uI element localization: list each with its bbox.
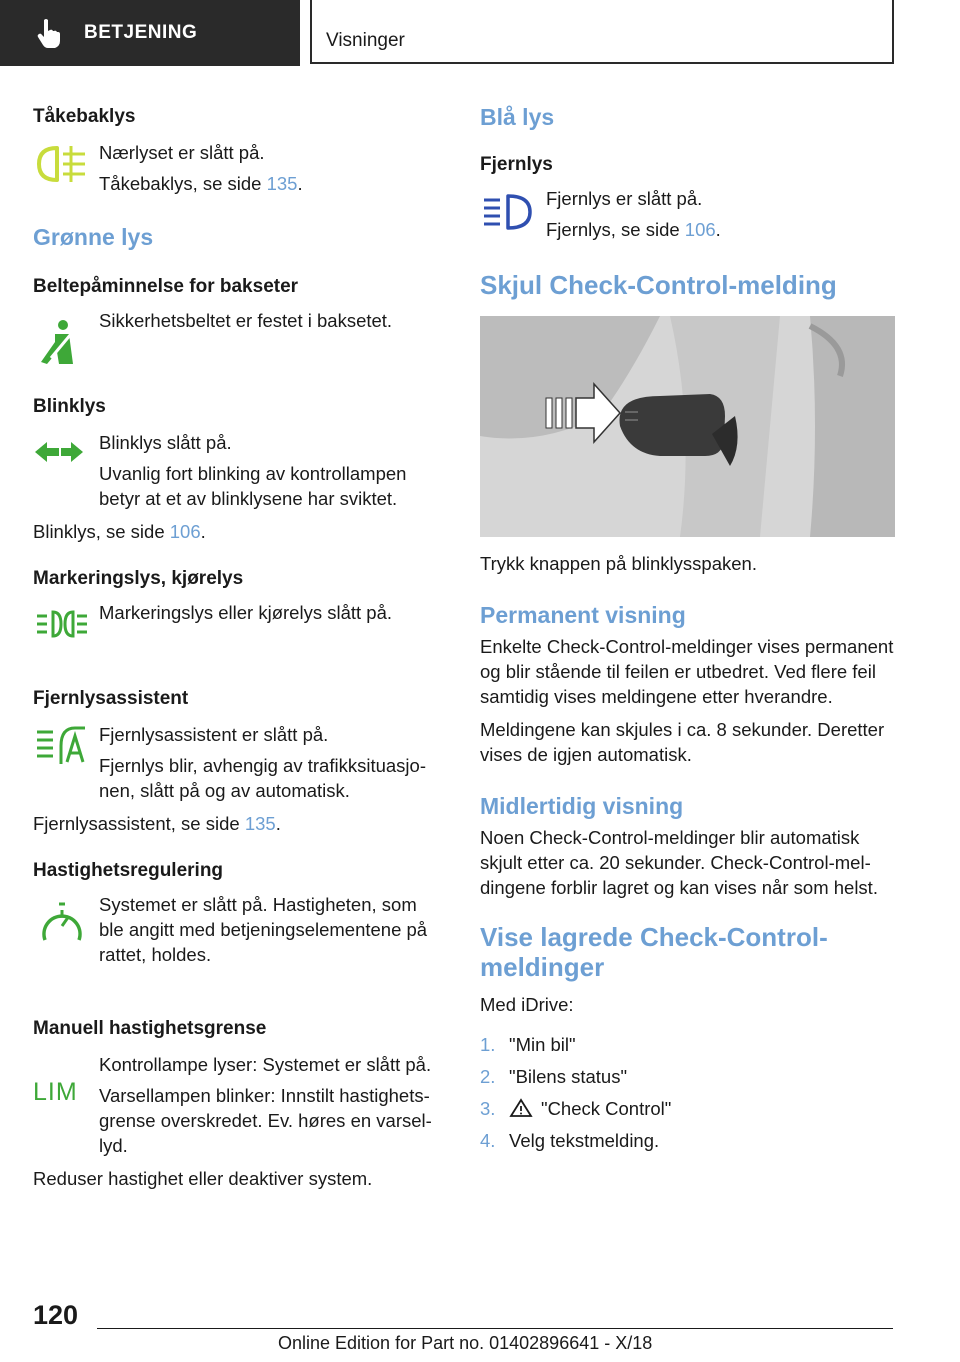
page-link[interactable]: 106 bbox=[684, 219, 716, 240]
high-beam-assistant-icon bbox=[33, 722, 91, 772]
page-link[interactable]: 135 bbox=[244, 813, 276, 834]
chapter-label: BETJENING bbox=[84, 22, 198, 43]
fjernlys-heading: Fjernlys bbox=[480, 154, 553, 175]
takebaklys-heading: Tåkebaklys bbox=[33, 106, 136, 127]
takebaklys-entry bbox=[33, 140, 443, 204]
permanent-p2: Meldingene kan skjules i ca. 8 sekunder. Deretter vises de igjen automatisk. bbox=[480, 719, 885, 765]
footer-edition: Online Edition for Part no. 01402896641 - X/18 bbox=[278, 1333, 653, 1353]
seatbelt-icon bbox=[33, 318, 91, 368]
section-header bbox=[310, 0, 894, 64]
fjernlysassistent-desc: Fjernlysassistent er slått på. bbox=[99, 724, 329, 745]
manuell-hint: Reduser hastighet eller deaktiver system. bbox=[33, 1168, 373, 1189]
hastighet-entry bbox=[33, 892, 443, 1002]
fjernlysassistent-detail: Fjernlys blir, avhengig av trafikksituasjonen, slått på og av automatisk. bbox=[99, 755, 426, 801]
cruise-control-icon bbox=[33, 900, 91, 950]
list-item: 2. "Bilens status" bbox=[480, 1066, 628, 1087]
manuell-desc: Kontrollampe lyser: Systemet er slått på. bbox=[99, 1054, 432, 1075]
left-column bbox=[33, 100, 443, 1191]
blinklys-entry bbox=[33, 430, 443, 511]
section-label: Visninger bbox=[326, 30, 405, 51]
manuell-heading: Manuell hastighetsgrense bbox=[33, 1018, 267, 1039]
blinklys-ref: Blinklys, se side 106. bbox=[33, 521, 206, 542]
fjernlys-entry bbox=[480, 186, 898, 250]
page-link[interactable]: 106 bbox=[169, 521, 201, 542]
right-column bbox=[480, 100, 898, 1157]
vise-intro: Med iDrive: bbox=[480, 994, 574, 1015]
hand-pointer-icon bbox=[36, 18, 62, 48]
fjernlysassistent-heading: Fjernlysassistent bbox=[33, 688, 189, 709]
fjernlysassistent-ref: Fjernlysassistent, se side 135. bbox=[33, 813, 281, 834]
belte-heading: Beltepåminnelse for bakseter bbox=[33, 276, 299, 297]
parking-light-icon bbox=[33, 602, 91, 652]
permanent-heading: Permanent visning bbox=[480, 602, 686, 628]
manuell-entry bbox=[33, 1052, 443, 1158]
list-item: 1. "Min bil" bbox=[480, 1034, 576, 1055]
midlertidig-heading: Midlertidig visning bbox=[480, 793, 684, 819]
turn-signal-arrows-icon bbox=[33, 430, 91, 480]
page-header bbox=[0, 0, 960, 66]
page-link[interactable]: 135 bbox=[266, 173, 298, 194]
fjernlysassistent-entry bbox=[33, 722, 443, 803]
markering-desc: Markeringslys eller kjørelys slått på. bbox=[99, 602, 392, 623]
hastighet-heading: Hastighetsregulering bbox=[33, 860, 224, 881]
permanent-p1: Enkelte Check-Control-meldinger vises permanent og blir stående til feilen er utbedret. Ved flere feil samtidig vises meldingene etter hverandre. bbox=[480, 636, 894, 707]
belte-entry bbox=[33, 308, 443, 388]
photo-caption: Trykk knappen på blinklysspaken. bbox=[480, 553, 757, 574]
blinklys-heading: Blinklys bbox=[33, 396, 106, 417]
fjernlys-desc: Fjernlys er slått på. bbox=[546, 188, 703, 209]
skjul-heading: Skjul Check-Control-melding bbox=[480, 270, 837, 300]
rear-fog-light-icon bbox=[33, 140, 91, 190]
warning-triangle-icon bbox=[509, 1096, 533, 1116]
takebaklys-ref: Tåkebaklys, se side 135. bbox=[99, 173, 303, 194]
chapter-tab bbox=[0, 0, 300, 66]
list-item: 3. "Check Control" bbox=[480, 1098, 672, 1119]
manuell-detail: Varsellampen blinker: Innstilt hastighetsgrense overskredet. Ev. høres en varsellyd. bbox=[99, 1085, 432, 1156]
belte-desc: Sikkerhetsbeltet er festet i baksetet. bbox=[99, 310, 393, 331]
speed-limit-lim-icon: LIM bbox=[33, 1078, 78, 1106]
high-beam-icon bbox=[480, 188, 538, 238]
steps-list bbox=[480, 1029, 898, 1157]
footer-divider bbox=[97, 1328, 893, 1329]
markering-entry bbox=[33, 600, 443, 680]
blinklys-detail: Uvanlig fort blinking av kontrollampen betyr at et av blinklysene har sviktet. bbox=[99, 463, 407, 509]
page-number: 120 bbox=[33, 1300, 79, 1330]
gronne-lys-heading: Grønne lys bbox=[33, 224, 154, 250]
markering-heading: Markeringslys, kjørelys bbox=[33, 568, 244, 589]
hastighet-desc: Systemet er slått på. Hastigheten, som ble angitt med betjeningselementene på rattet, holdes. bbox=[99, 894, 428, 965]
takebaklys-desc: Nærlyset er slått på. bbox=[99, 142, 265, 163]
bla-lys-heading: Blå lys bbox=[480, 104, 555, 130]
list-item: 4. Velg tekstmelding. bbox=[480, 1130, 660, 1151]
stalk-photo bbox=[480, 316, 895, 537]
blinklys-desc: Blinklys slått på. bbox=[99, 432, 232, 453]
fjernlys-ref: Fjernlys, se side 106. bbox=[546, 219, 721, 240]
midlertidig-p1: Noen Check-Control-meldinger blir automatisk skjult etter ca. 20 sekunder. Check-Control-meldingene forblir lagret og kan vises når som helst. bbox=[480, 827, 878, 898]
vise-heading: Vise lagrede Check-Control-meldinger bbox=[480, 922, 828, 982]
